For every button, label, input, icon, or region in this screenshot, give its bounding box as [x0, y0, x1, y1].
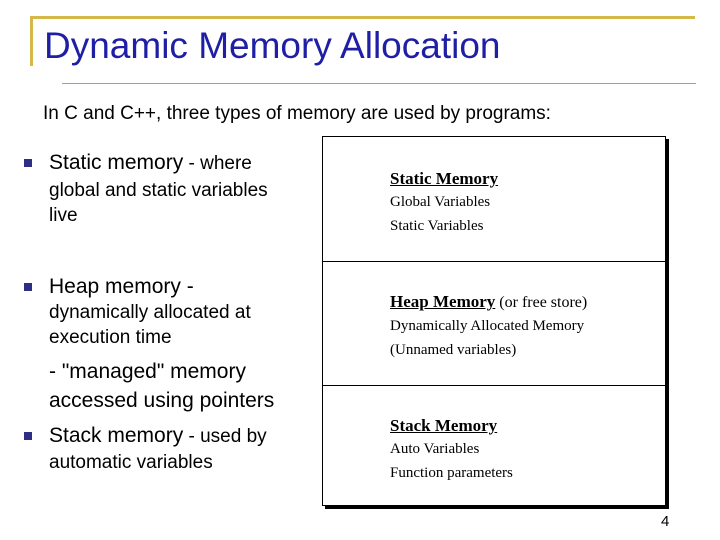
- section-divider: [323, 261, 665, 262]
- bullet-heap-extra-1: - "managed" memory: [49, 360, 246, 383]
- bullet-heading-text: Heap memory: [49, 275, 181, 298]
- section-divider: [323, 385, 665, 386]
- bullet-stack-line-1: automatic variables: [49, 452, 213, 473]
- static-memory-item-2: Static Variables: [390, 218, 484, 234]
- bullet-separator: -: [180, 275, 194, 298]
- page-number: 4: [661, 513, 670, 530]
- stack-memory-heading: [390, 414, 497, 439]
- bullet-square-icon: [24, 432, 32, 440]
- bullet-heap-heading: [49, 275, 194, 299]
- bullet-square-icon: [24, 159, 32, 167]
- stack-memory-item-2: Function parameters: [390, 465, 513, 481]
- heap-memory-item-1: Dynamically Allocated Memory: [390, 318, 585, 334]
- bullet-static-line-1: global and static variables: [49, 180, 268, 201]
- bullet-separator: -: [183, 426, 201, 447]
- section-heading: Static Memory: [390, 169, 499, 188]
- heap-memory-heading: [390, 290, 587, 315]
- bullet-heading-tail: used by: [200, 426, 267, 447]
- static-memory-item-1: Global Variables: [390, 194, 491, 210]
- bullet-static-line-2: live: [49, 205, 78, 226]
- bullet-static-heading: [49, 151, 252, 176]
- static-memory-heading: [390, 167, 498, 192]
- section-heading: Stack Memory: [390, 416, 498, 435]
- bullet-heap-extra-2: accessed using pointers: [49, 389, 275, 412]
- stack-memory-item-1: Auto Variables: [390, 441, 480, 457]
- title-accent-left: [30, 16, 33, 66]
- title-rule: [62, 83, 696, 84]
- bullet-heading-text: Static memory: [49, 151, 184, 174]
- bullet-heading-text: Stack memory: [49, 424, 184, 447]
- section-heading-suffix: (or free store): [495, 294, 588, 311]
- bullet-stack-heading: [49, 424, 267, 449]
- section-heading: Heap Memory: [390, 292, 496, 311]
- heap-memory-item-2: (Unnamed variables): [390, 342, 517, 358]
- intro-text: In C and C++, three types of memory are used by programs:: [43, 103, 551, 124]
- memory-layout-diagram: [322, 136, 666, 506]
- title-accent-top: [30, 16, 695, 19]
- bullet-square-icon: [24, 283, 32, 291]
- slide-title: Dynamic Memory Allocation: [44, 25, 501, 66]
- bullet-heading-tail: where: [200, 153, 252, 174]
- bullet-heap-line-1: dynamically allocated at: [49, 302, 251, 323]
- bullet-heap-line-2: execution time: [49, 327, 172, 348]
- bullet-separator: -: [183, 153, 201, 174]
